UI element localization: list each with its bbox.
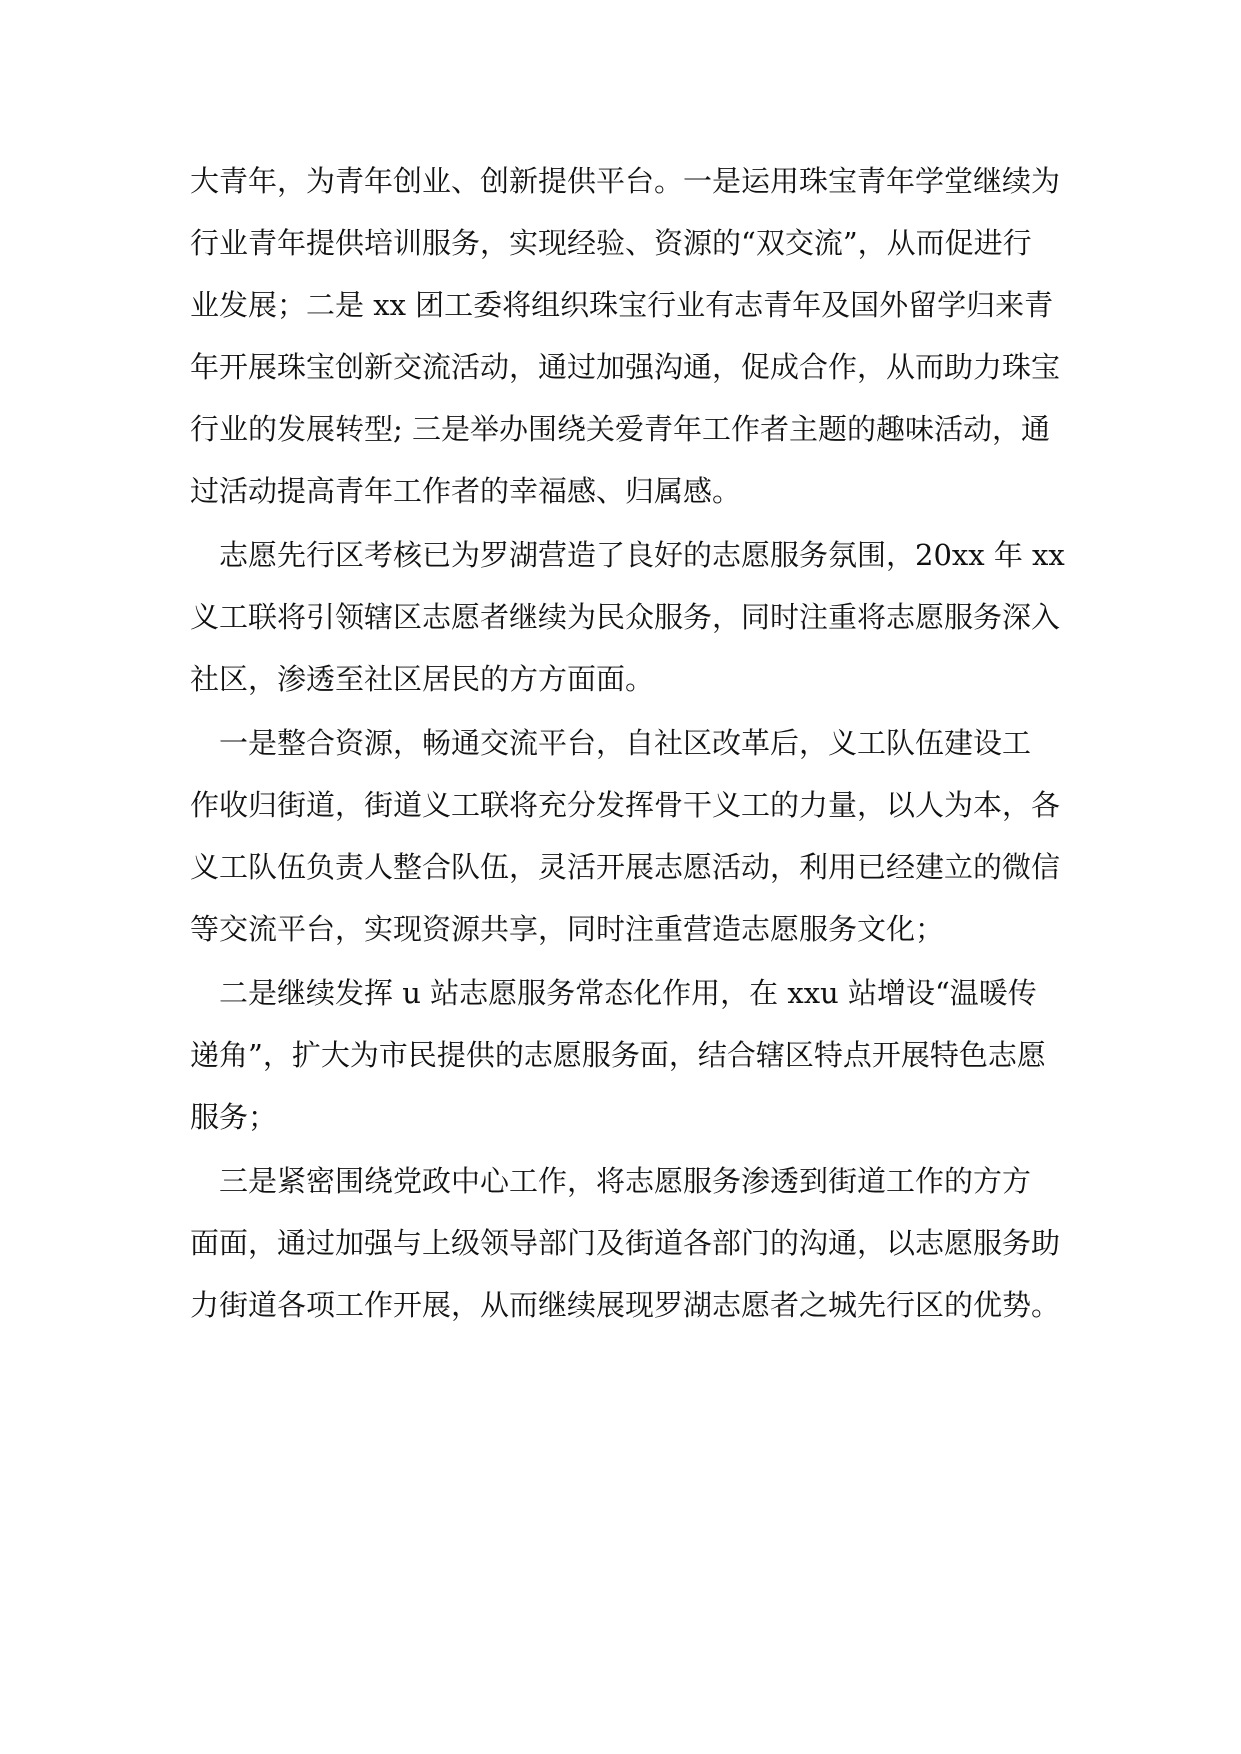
paragraph-1 xyxy=(190,150,1070,522)
paragraph-2 xyxy=(190,524,1070,710)
text-line: 力街道各项工作开展，从而继续展现罗湖志愿者之城先行区的优势。 xyxy=(190,1288,1061,1322)
paragraph-5 xyxy=(190,1150,1070,1336)
text-line: 义工联将引领辖区志愿者继续为民众服务，同时注重将志愿服务深入 xyxy=(190,600,1061,634)
text-line: 递角”，扩大为市民提供的志愿服务面，结合辖区特点开展特色志愿 xyxy=(190,1038,1046,1072)
text-line: 服务； xyxy=(190,1100,278,1134)
text-line: 三是紧密围绕党政中心工作，将志愿服务渗透到街道工作的方方 xyxy=(190,1164,1032,1198)
text-line: 社区，渗透至社区居民的方方面面。 xyxy=(190,662,655,696)
text-line: 业发展；二是 xx 团工委将组织珠宝行业有志青年及国外留学归来青 xyxy=(190,288,1054,322)
text-line: 年开展珠宝创新交流活动，通过加强沟通，促成合作，从而助力珠宝 xyxy=(190,350,1061,384)
text-line: 二是继续发挥 u 站志愿服务常态化作用，在 xxu 站增设“温暖传 xyxy=(190,976,1037,1010)
paragraph-4 xyxy=(190,962,1070,1148)
text-line: 行业青年提供培训服务，实现经验、资源的“双交流”，从而促进行 xyxy=(190,226,1032,260)
text-line: 行业的发展转型; 三是举办围绕关爱青年工作者主题的趣味活动，通 xyxy=(190,412,1050,446)
text-line: 一是整合资源，畅通交流平台，自社区改革后，义工队伍建设工 xyxy=(190,726,1032,760)
document-body xyxy=(190,150,1070,1336)
text-line: 大青年，为青年创业、创新提供平台。一是运用珠宝青年学堂继续为 xyxy=(190,164,1061,198)
text-line: 等交流平台，实现资源共享，同时注重营造志愿服务文化； xyxy=(190,912,945,946)
text-line: 义工队伍负责人整合队伍，灵活开展志愿活动，利用已经建立的微信 xyxy=(190,850,1061,884)
text-line: 志愿先行区考核已为罗湖营造了良好的志愿服务氛围，20xx 年 xx xyxy=(190,538,1065,572)
text-line: 作收归街道，街道义工联将充分发挥骨干义工的力量，以人为本，各 xyxy=(190,788,1061,822)
text-line: 过活动提高青年工作者的幸福感、归属感。 xyxy=(190,474,742,508)
paragraph-3 xyxy=(190,712,1070,960)
text-line: 面面，通过加强与上级领导部门及街道各部门的沟通，以志愿服务助 xyxy=(190,1226,1061,1260)
